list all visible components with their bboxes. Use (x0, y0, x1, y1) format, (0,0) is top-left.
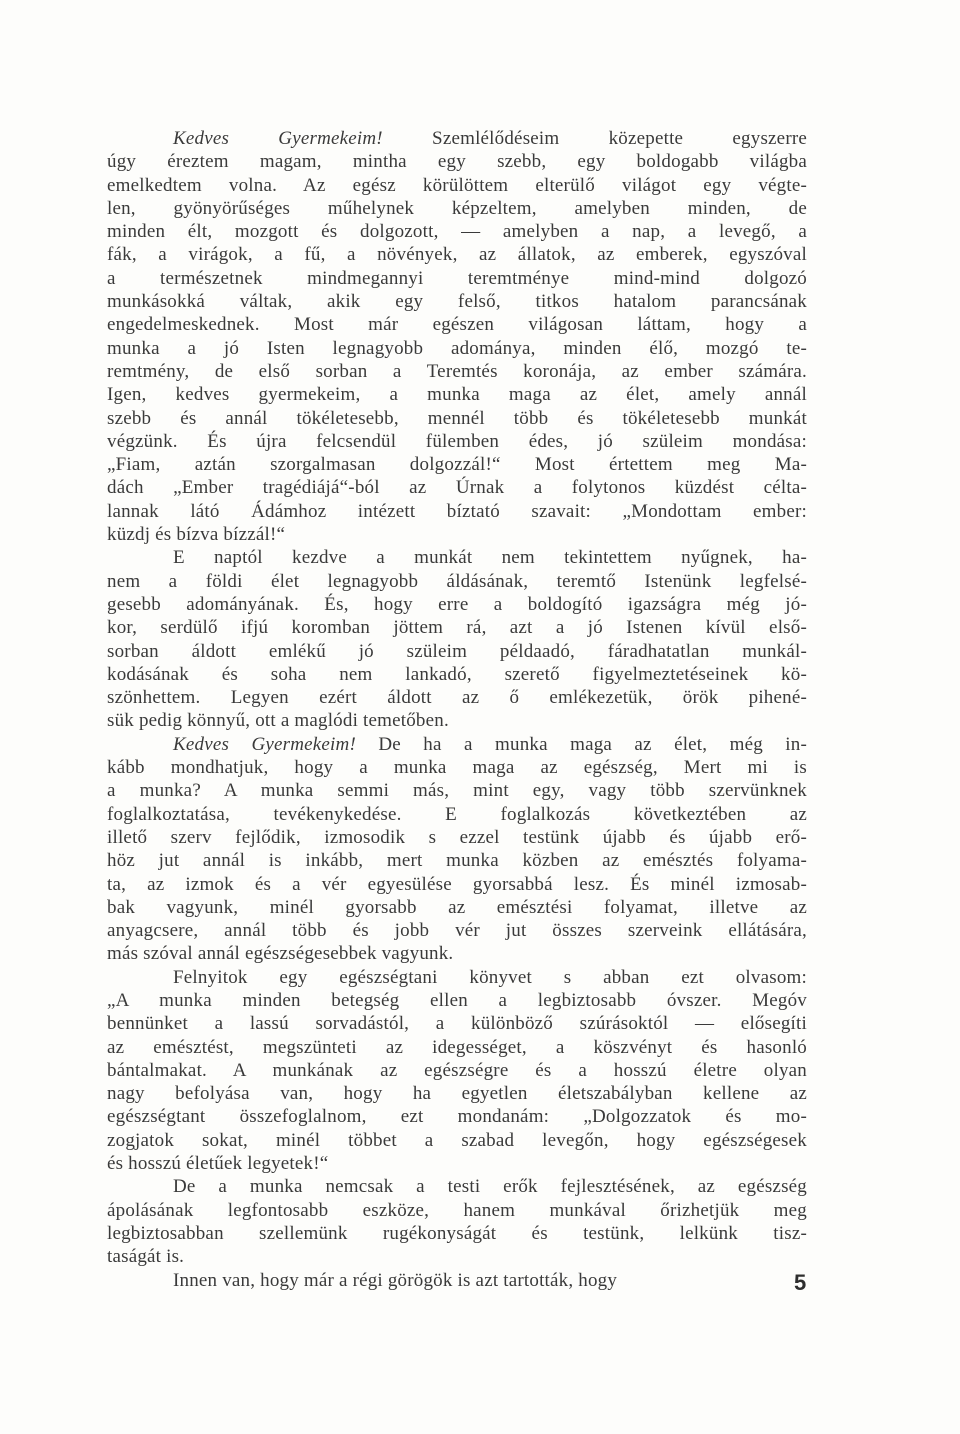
line-text: minden élt, mozgott és dolgozott, — amelyben a nap, a levegő, a (107, 221, 807, 243)
line-text: bennünket a lassú sorvadástól, a különböző szúrásoktól — elősegíti (107, 1013, 807, 1035)
text-line (107, 127, 807, 150)
text-line (107, 313, 807, 336)
line-text: len, gyönyörűséges műhelynek képzeltem, amelyben minden, de (107, 197, 807, 219)
line-text: az emésztést, megszünteti az idegességet, a köszvényt és hasonló (107, 1036, 807, 1058)
line-text: Innen van, hogy már a régi görögök is azt tartották, hogy (173, 1269, 618, 1291)
text-line (107, 1245, 807, 1268)
text-line (107, 966, 807, 989)
text-line (107, 150, 807, 173)
text-line (107, 919, 807, 942)
line-text: végzünk. És újra felcsendül fülemben édes, jó szüleim mondása: (107, 430, 807, 452)
text-line (107, 873, 807, 896)
text-line (107, 1012, 807, 1035)
text-line (107, 407, 807, 430)
text-line (107, 1175, 807, 1198)
body-text (107, 127, 807, 1292)
line-text: sorban áldott emlékű jó szüleim példaadó, fáradhatatlan munkál- (107, 640, 807, 662)
line-text: illető szerv fejlődik, izmosodik s ezzel testünk újabb és újabb erő- (107, 826, 807, 848)
line-text: bak vagyunk, minél gyorsabb az emésztési folyamat, illetve az (107, 896, 807, 918)
line-text: bántalmakat. A munkának az egészségre és a hosszú életre olyan (107, 1059, 807, 1081)
line-text: szebb és annál tökéletesebb, mennél több és tökéletesebb munkát (107, 407, 807, 429)
line-text: szönhettem. Legyen ezért áldott az ő emlékezetük, örök pihené- (107, 687, 807, 709)
text-line (107, 1199, 807, 1222)
text-line (107, 640, 807, 663)
line-text: E naptól kezdve a munkát nem tekintettem nyűgnek, ha- (173, 547, 807, 569)
text-line (107, 1082, 807, 1105)
text-line (107, 1036, 807, 1059)
line-text: höz jut annál is inkább, mert munka közben az emésztés folyama- (107, 850, 807, 872)
page-number: 5 (794, 1270, 807, 1295)
text-line (107, 1105, 807, 1128)
text-line (107, 1059, 807, 1082)
text-line (107, 779, 807, 802)
line-text: zogjatok sokat, minél többet a szabad levegőn, hogy egészségesek (107, 1129, 807, 1151)
line-text: küzdj és bízva bízzál!“ (107, 524, 286, 546)
line-text: fák, a virágok, a fű, a növények, az állatok, az emberek, egyszóval (107, 244, 807, 266)
line-text: lannak látó Ádámhoz intézett bíztató szavait: „Mondottam ember: (107, 500, 807, 522)
text-line (107, 733, 807, 756)
line-text: „Fiam, aztán szorgalmasan dolgozzál!“ Most értettem meg Ma- (107, 454, 807, 476)
text-line (107, 663, 807, 686)
text-line (107, 267, 807, 290)
text-line (107, 803, 807, 826)
line-text: a természetnek mindmegannyi teremtménye mind-mind dolgozó (107, 267, 807, 289)
text-line (107, 826, 807, 849)
line-text: anyagcsere, annál több és jobb vér jut összes szerveink ellátására, (107, 920, 807, 942)
text-line (107, 1152, 807, 1175)
line-text: a munka? A munka semmi más, mint egy, vagy több szervünknek (107, 780, 807, 802)
line-text: De ha a munka maga az élet, még in- (355, 733, 808, 755)
greeting-text: Kedves Gyermekeim! (173, 733, 356, 755)
text-line (107, 570, 807, 593)
text-line (107, 476, 807, 499)
text-line (107, 849, 807, 872)
text-line (107, 709, 807, 732)
line-text: kább mondhatjuk, hogy a munka maga az egészség, Mert mi is (107, 757, 807, 779)
line-text: foglalkoztatása, tevékenykedése. E foglalkozás következtében az (107, 803, 807, 825)
text-line (107, 220, 807, 243)
text-line (107, 593, 807, 616)
text-line (107, 174, 807, 197)
line-text: és hosszú életűek legyetek!“ (107, 1153, 329, 1175)
text-line (107, 383, 807, 406)
text-line (107, 453, 807, 476)
line-text: munkásokká váltak, akik egy felső, titkos hatalom parancsának (107, 291, 807, 313)
text-line (107, 989, 807, 1012)
line-text: ta, az izmok és a vér egyesülése gyorsabbá lesz. És minél izmosab- (107, 873, 807, 895)
line-text: gesebb adományának. És, hogy erre a boldogító igazságra még jó- (107, 593, 807, 615)
text-line (107, 686, 807, 709)
text-line (107, 756, 807, 779)
line-text: sük pedig könnyű, ott a maglódi temetőben. (107, 710, 449, 732)
text-line (107, 1129, 807, 1152)
line-text: kodásának és soha nem lankadó, szerető figyelmeztetéseinek kö- (107, 663, 807, 685)
line-text: Felnyitok egy egészségtani könyvet s abban ezt olvasom: (173, 966, 807, 988)
text-line (107, 616, 807, 639)
line-text: legbiztosabban szellemünk rugékonyságát és testünk, lelkünk tisz- (107, 1222, 807, 1244)
text-line (107, 360, 807, 383)
text-line (107, 546, 807, 569)
line-text: kor, serdülő ifjú koromban jöttem rá, azt a jó Istenen kívül első- (107, 617, 807, 639)
line-text: emelkedtem volna. Az egész körülöttem elterülő világot egy végte- (107, 174, 807, 196)
text-line (107, 523, 807, 546)
line-text: egészségtant összefoglalnom, ezt mondanám: „Dolgozzatok és mo- (107, 1106, 807, 1128)
line-text: engedelmeskednek. Most már egészen világosan láttam, hogy a (107, 314, 807, 336)
line-text: remtmény, de első sorban a Teremtés koronája, az ember számára. (107, 360, 807, 382)
line-text: nagy befolyása van, hogy ha egyetlen életszabályban kellene az (107, 1083, 807, 1105)
text-line (107, 337, 807, 360)
line-text: De a munka nemcsak a testi erők fejlesztésének, az egészség (173, 1176, 807, 1198)
text-line (107, 500, 807, 523)
line-text: úgy éreztem magam, mintha egy szebb, egy boldogabb világba (107, 151, 807, 173)
text-line (107, 243, 807, 266)
text-line (107, 896, 807, 919)
text-line (107, 430, 807, 453)
line-text: más szóval annál egészségesebbek vagyunk. (107, 943, 454, 965)
line-text: munka a jó Isten legnagyobb adománya, minden élő, mozgó te- (107, 337, 807, 359)
line-text: Igen, kedves gyermekeim, a munka maga az élet, amely annál (107, 384, 807, 406)
greeting-text: Kedves Gyermekeim! (173, 128, 383, 149)
line-text: nem a földi élet legnagyobb áldásának, teremtő Istenünk legfelsé- (107, 570, 807, 592)
line-text: „A munka minden betegség ellen a legbiztosabb óvszer. Megóv (107, 989, 807, 1011)
text-line (107, 197, 807, 220)
text-line (107, 1269, 807, 1292)
text-line (107, 1222, 807, 1245)
text-line (107, 942, 807, 965)
line-text: dách „Ember tragédiájá“-ból az Úrnak a folytonos küzdést célta- (107, 477, 807, 499)
line-text: Szemlélődéseim közepette egyszerre (382, 128, 808, 149)
line-text: taságát is. (107, 1246, 185, 1268)
line-text: ápolásának legfontosabb eszköze, hanem munkával őrizhetjük meg (107, 1199, 807, 1221)
text-line (107, 290, 807, 313)
